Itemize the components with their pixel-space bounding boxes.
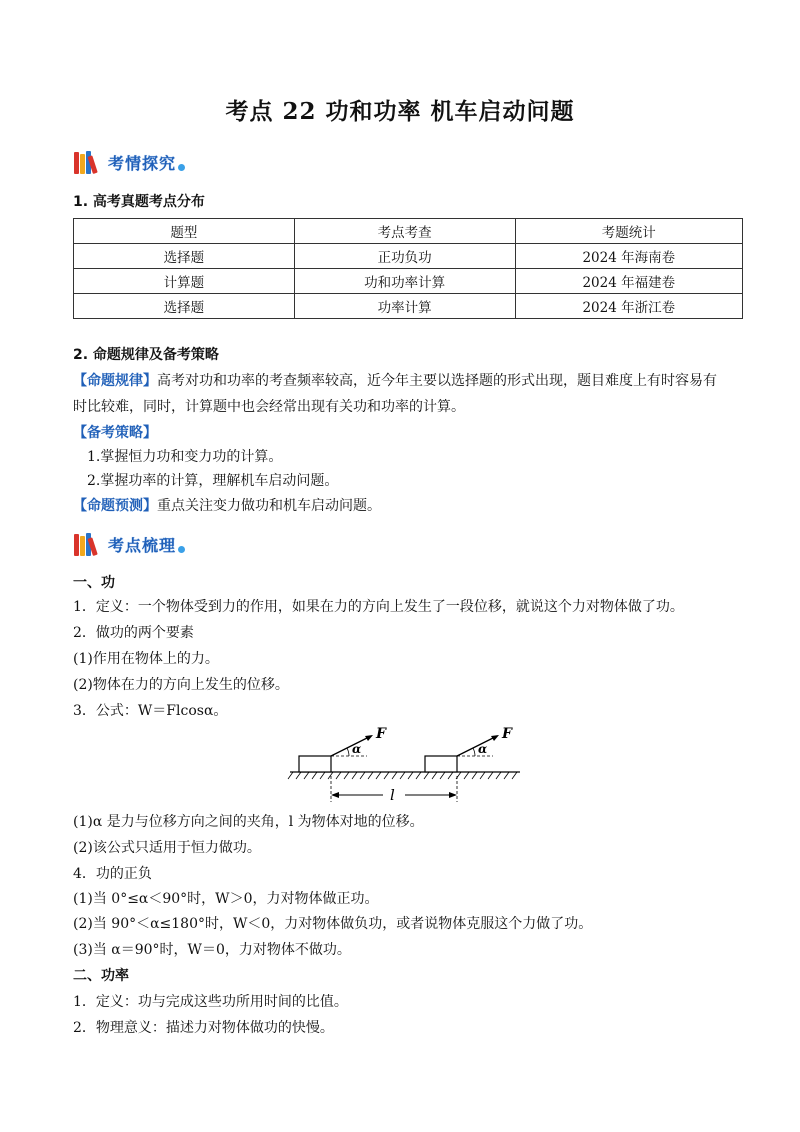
table-row <box>74 244 743 269</box>
angle-label: α <box>478 742 488 756</box>
displacement-label: l <box>390 786 395 804</box>
force-label: F <box>376 726 386 742</box>
section-heading: 1. 高考真题考点分布 <box>73 194 205 210</box>
section-heading: 2. 命题规律及备考策略 <box>73 347 219 363</box>
section-banner-knowledge <box>74 530 185 558</box>
text-line: 4．功的正负 <box>73 866 152 882</box>
table-header-cell: 考题统计 <box>515 219 742 244</box>
text-line: 1．定义：功与完成这些功所用时间的比值。 <box>73 994 348 1010</box>
table-cell: 2024 年浙江卷 <box>515 294 742 319</box>
text-line: (2)物体在力的方向上发生的位移。 <box>73 677 289 693</box>
table-cell: 正功负功 <box>294 244 515 269</box>
text-line: (1)当 0°≤α＜90°时，W＞0，力对物体做正功。 <box>73 891 379 907</box>
text-line: (1)α 是力与位移方向之间的夹角，l 为物体对地的位移。 <box>73 814 424 830</box>
block-end <box>425 756 457 772</box>
page-title: 考点 22 功和功率 机车启动问题 <box>225 98 575 125</box>
table-cell: 2024 年福建卷 <box>515 269 742 294</box>
part-heading: 一、功 <box>73 575 115 591</box>
dot-icon <box>178 546 185 553</box>
section-banner-exam-analysis <box>74 148 185 176</box>
text-line: 1．定义：一个物体受到力的作用，如果在力的方向上发生了一段位移，就说这个力对物体做了功。 <box>73 599 684 615</box>
table-row <box>74 269 743 294</box>
part-heading: 二、功率 <box>73 968 129 984</box>
text-line: 2．物理意义：描述力对物体做功的快慢。 <box>73 1020 334 1036</box>
table-cell: 功和功率计算 <box>294 269 515 294</box>
table-header-row <box>74 219 743 244</box>
banner-title: 考点梳理 <box>108 535 177 555</box>
block-start <box>299 756 331 772</box>
angle-label: α <box>352 742 362 756</box>
rule-text: 高考对功和功率的考查频率较高，近今年主要以选择题的形式出现，题目难度上有时容易有 <box>157 373 717 389</box>
text-line: 2．做功的两个要素 <box>73 625 194 641</box>
books-icon <box>74 532 104 556</box>
rule-text-cont: 时比较难，同时，计算题中也会经常出现有关功和功率的计算。 <box>73 399 465 415</box>
text-line: (2)该公式只适用于恒力做功。 <box>73 840 261 856</box>
table-cell: 选择题 <box>74 244 295 269</box>
force-label: F <box>502 726 512 742</box>
text-line: (2)当 90°＜α≤180°时，W＜0，力对物体做负功，或者说物体克服这个力做了功。 <box>73 916 593 932</box>
strategy-item: 1.掌握恒力功和变力功的计算。 <box>87 449 283 465</box>
work-force-diagram <box>285 720 525 810</box>
force-arrow-end <box>457 736 497 756</box>
rule-paragraph-line <box>73 371 717 391</box>
dot-icon <box>178 164 185 171</box>
table-cell: 计算题 <box>74 269 295 294</box>
table-cell: 选择题 <box>74 294 295 319</box>
ground-hatch <box>288 772 517 779</box>
books-icon <box>74 150 104 174</box>
predict-tag: 【命题预测】 <box>73 498 157 514</box>
table-row <box>74 294 743 319</box>
table-header-cell: 考点考查 <box>294 219 515 244</box>
text-line: (3)当 α＝90°时，W＝0，力对物体不做功。 <box>73 942 351 958</box>
predict-text: 重点关注变力做功和机车启动问题。 <box>157 498 381 514</box>
table-header-cell: 题型 <box>74 219 295 244</box>
force-arrow-start <box>331 736 371 756</box>
table-cell: 2024 年海南卷 <box>515 244 742 269</box>
strategy-item: 2.掌握功率的计算，理解机车启动问题。 <box>87 473 339 489</box>
rule-tag: 【命题规律】 <box>73 373 157 389</box>
exam-stat-table <box>73 218 743 319</box>
formula-line: 3．公式：W＝Flcosα。 <box>73 703 228 719</box>
table-cell: 功率计算 <box>294 294 515 319</box>
banner-title: 考情探究 <box>108 153 177 173</box>
strategy-tag: 【备考策略】 <box>73 425 157 441</box>
text-line: (1)作用在物体上的力。 <box>73 651 219 667</box>
predict-line <box>73 496 381 516</box>
